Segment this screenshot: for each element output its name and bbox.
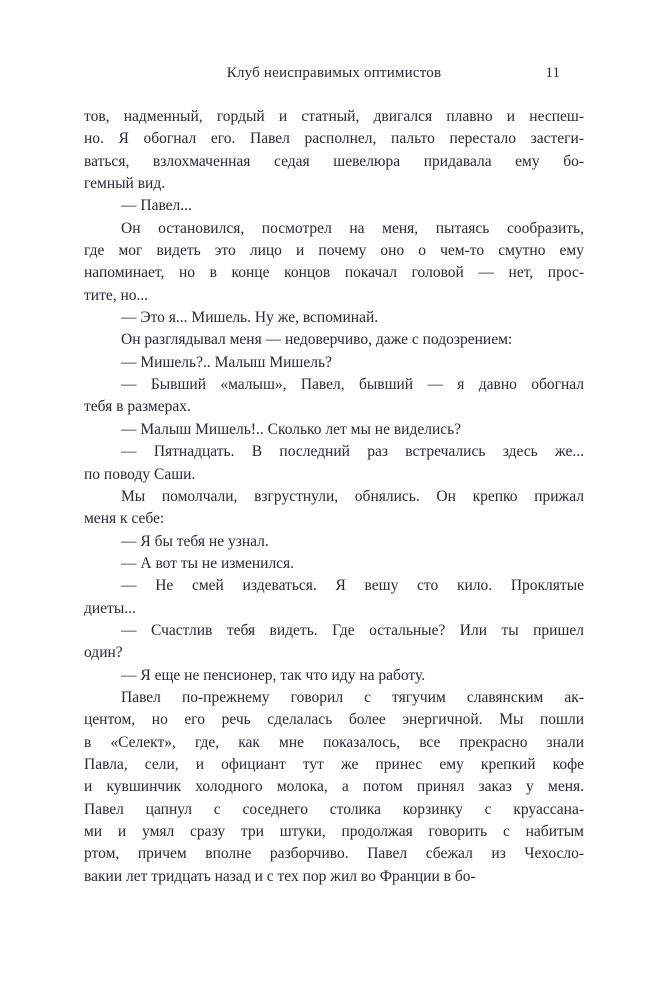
text-line: ртом, причем вполне разборчиво. Павел сбежал из Чехосло- (84, 845, 584, 863)
text-line: но. Я обогнал его. Павел располнел, пальто перестало застеги- (84, 130, 584, 148)
text-line: Павел цапнул с соседнего столика корзинку с круассана- (84, 800, 584, 818)
page-body (84, 106, 584, 888)
text-line: центом, но его речь сделалась более энергичной. Мы пошли (84, 711, 584, 729)
paragraph (84, 195, 584, 217)
text-line: Мы помолчали, взгрустнули, обнялись. Он крепко прижал (121, 487, 584, 505)
text-line: — Бывший «малыш», Павел, бывший — я давно обогнал (121, 376, 584, 394)
paragraph (84, 531, 584, 553)
text-line: ми и умял сразу три штуки, продолжая говорить с набитым (84, 823, 584, 840)
running-title: Клуб неисправимых оптимистов (226, 65, 442, 81)
paragraph (84, 687, 584, 888)
page-header (84, 63, 584, 83)
paragraph (84, 553, 584, 575)
text-line: тите, но... (84, 286, 149, 304)
text-line: — А вот ты не изменился. (121, 554, 295, 572)
paragraph (84, 329, 584, 351)
paragraph (84, 441, 584, 486)
text-line: и кувшинчик холодного молока, а потом принял заказ у меня. (84, 778, 584, 796)
text-line: Он разглядывал меня — недоверчиво, даже с подозрением: (121, 331, 513, 349)
text-line: — Счастлив тебя видеть. Где остальные? Или ты пришел (121, 621, 584, 639)
text-line: Павла, сели, и официант тут же принес ему крепкий кофе (84, 755, 584, 773)
paragraph (84, 486, 584, 531)
text-line: — Павел... (121, 197, 192, 215)
text-line: — Не смей издеваться. Я вешу сто кило. Проклятые (121, 577, 584, 595)
paragraph (84, 106, 584, 195)
text-line: — Я еще не пенсионер, так что иду на работу. (121, 666, 426, 684)
text-line: где мог видеть это лицо и почему оно о чем-то смутно ему (84, 242, 584, 260)
paragraph (84, 374, 584, 419)
text-line: диеты... (84, 599, 136, 617)
text-line: один? (84, 644, 123, 662)
text-line: по поводу Саши. (84, 465, 196, 483)
text-line: в «Селект», где, как мне показалось, все прекрасно знали (84, 733, 584, 751)
paragraph (84, 419, 584, 441)
paragraph (84, 218, 584, 307)
text-line: — Я бы тебя не узнал. (121, 532, 269, 550)
paragraph (84, 575, 584, 620)
paragraph (84, 665, 584, 687)
text-line: тебя в размерах. (84, 398, 191, 416)
text-line: гемный вид. (84, 175, 166, 193)
text-line: — Малыш Мишель!.. Сколько лет мы не виделись? (121, 420, 462, 438)
text-line: тов, надменный, гордый и статный, двигался плавно и неспеш- (84, 108, 584, 125)
paragraph (84, 620, 584, 665)
paragraph (84, 352, 584, 374)
text-line: напоминает, но в конце концов покачал головой — нет, прос- (84, 264, 584, 282)
text-line: ваться, взлохмаченная седая шевелюра придавала ему бо- (84, 152, 584, 170)
text-line: вакии лет тридцать назад и с тех пор жил во Франции в бо- (84, 867, 476, 885)
paragraph (84, 307, 584, 329)
text-line: Павел по-прежнему говорил с тягучим славянским ак- (121, 688, 584, 706)
page-number: 11 (545, 65, 560, 81)
text-line: — Пятнадцать. В последний раз встречались здесь же... (121, 443, 584, 461)
text-line: — Мишель?.. Малыш Мишель? (121, 353, 332, 371)
text-line: Он остановился, посмотрел на меня, пытаясь сообразить, (121, 219, 584, 237)
text-line: — Это я... Мишель. Ну же, вспоминай. (121, 309, 379, 327)
text-line: меня к себе: (84, 510, 165, 528)
